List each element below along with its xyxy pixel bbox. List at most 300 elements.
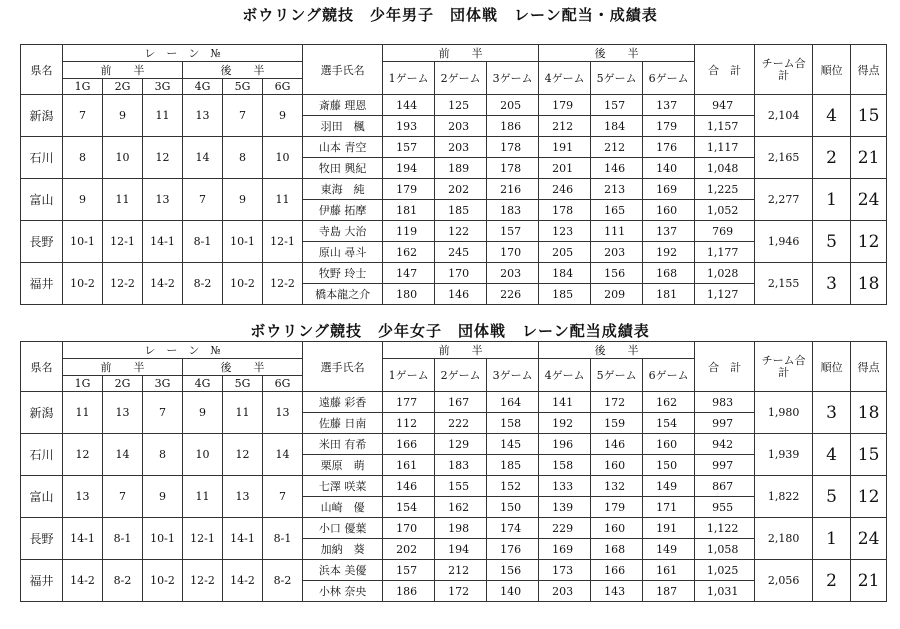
game-score: 213 [591, 179, 643, 200]
player-name: 小林 奈央 [303, 581, 383, 602]
lane-number: 8-2 [263, 560, 303, 602]
header-game-5: 5ゲーム [591, 62, 643, 95]
player-name: 寺島 大治 [303, 221, 383, 242]
player-name: 小口 優葉 [303, 518, 383, 539]
game-score: 179 [539, 95, 591, 116]
game-score: 154 [383, 497, 435, 518]
lane-number: 14 [263, 434, 303, 476]
game-score: 154 [643, 413, 695, 434]
player-name: 栗原 萌 [303, 455, 383, 476]
player-total: 1,117 [695, 137, 755, 158]
game-score: 162 [383, 242, 435, 263]
game-score: 169 [539, 539, 591, 560]
lane-first-half: 前 半 [63, 359, 183, 376]
lane-number: 7 [263, 476, 303, 518]
game-score: 178 [487, 158, 539, 179]
header-lane: レ ー ン № [63, 45, 303, 62]
team-row [21, 434, 887, 455]
header-pref: 県名 [21, 342, 63, 392]
game-score: 160 [643, 434, 695, 455]
game-score: 157 [383, 137, 435, 158]
game-score: 180 [383, 284, 435, 305]
player-total: 1,028 [695, 263, 755, 284]
game-score: 216 [487, 179, 539, 200]
lane-number: 7 [223, 95, 263, 137]
game-score: 169 [643, 179, 695, 200]
game-score: 149 [643, 476, 695, 497]
header-rank: 順位 [813, 45, 851, 95]
game-score: 245 [435, 242, 487, 263]
team-row [21, 518, 887, 539]
lane-number: 12-2 [103, 263, 143, 305]
lane-number: 14-2 [223, 560, 263, 602]
team-points: 18 [851, 263, 887, 305]
game-score: 146 [591, 158, 643, 179]
team-points: 12 [851, 221, 887, 263]
lane-number: 14 [103, 434, 143, 476]
lane-number: 12 [223, 434, 263, 476]
game-score: 157 [383, 560, 435, 581]
header-game-6: 6ゲーム [643, 62, 695, 95]
lane-number: 9 [63, 179, 103, 221]
lane-number: 14-2 [143, 263, 183, 305]
game-score: 181 [383, 200, 435, 221]
game-score: 119 [383, 221, 435, 242]
game-score: 189 [435, 158, 487, 179]
lane-number: 12 [63, 434, 103, 476]
header-game-2: 2ゲーム [435, 62, 487, 95]
team-pref: 富山 [21, 179, 63, 221]
game-score: 183 [487, 200, 539, 221]
header-lane-3g: 3G [143, 376, 183, 392]
game-score: 179 [591, 497, 643, 518]
header-pref: 県名 [21, 45, 63, 95]
game-score: 203 [539, 581, 591, 602]
game-score: 203 [487, 263, 539, 284]
header-lane-1g: 1G [63, 79, 103, 95]
header-team-total: チーム合 計 [755, 342, 813, 392]
game-score: 157 [487, 221, 539, 242]
team-rank: 5 [813, 221, 851, 263]
game-score: 222 [435, 413, 487, 434]
game-score: 157 [591, 95, 643, 116]
game-score: 166 [591, 560, 643, 581]
lane-number: 8 [143, 434, 183, 476]
lane-number: 12 [143, 137, 183, 179]
game-score: 122 [435, 221, 487, 242]
lane-number: 13 [183, 95, 223, 137]
team-pref: 長野 [21, 518, 63, 560]
lane-number: 7 [63, 95, 103, 137]
lane-number: 9 [263, 95, 303, 137]
header-game-4: 4ゲーム [539, 359, 591, 392]
header-lane-4g: 4G [183, 79, 223, 95]
game-score: 158 [539, 455, 591, 476]
lane-number: 10-1 [63, 221, 103, 263]
game-score: 159 [591, 413, 643, 434]
game-score: 212 [539, 116, 591, 137]
mens-score-table [20, 44, 887, 305]
team-rank: 2 [813, 137, 851, 179]
game-score: 141 [539, 392, 591, 413]
game-score: 147 [383, 263, 435, 284]
game-score: 202 [435, 179, 487, 200]
header-lane-1g: 1G [63, 376, 103, 392]
lane-number: 14-1 [143, 221, 183, 263]
game-score: 196 [539, 434, 591, 455]
lane-number: 10-2 [223, 263, 263, 305]
game-score: 209 [591, 284, 643, 305]
team-pref: 福井 [21, 263, 63, 305]
team-row [21, 392, 887, 413]
header-team-total: チーム合 計 [755, 45, 813, 95]
lane-number: 10 [183, 434, 223, 476]
game-score: 143 [591, 581, 643, 602]
lane-number: 13 [103, 392, 143, 434]
game-score: 185 [487, 455, 539, 476]
lane-number: 10 [263, 137, 303, 179]
game-score: 146 [435, 284, 487, 305]
lane-number: 13 [263, 392, 303, 434]
game-score: 203 [435, 137, 487, 158]
game-score: 172 [591, 392, 643, 413]
team-pref: 石川 [21, 434, 63, 476]
player-total: 1,048 [695, 158, 755, 179]
game-score: 191 [539, 137, 591, 158]
team-rank: 4 [813, 95, 851, 137]
lane-number: 14-1 [63, 518, 103, 560]
player-total: 997 [695, 413, 755, 434]
team-total: 2,155 [755, 263, 813, 305]
team-pref: 富山 [21, 476, 63, 518]
player-total: 1,225 [695, 179, 755, 200]
team-rank: 1 [813, 179, 851, 221]
lane-number: 9 [143, 476, 183, 518]
lane-number: 14-1 [223, 518, 263, 560]
lane-number: 11 [103, 179, 143, 221]
game-score: 164 [487, 392, 539, 413]
lane-number: 10-1 [223, 221, 263, 263]
game-score: 193 [383, 116, 435, 137]
player-total: 983 [695, 392, 755, 413]
game-score: 183 [435, 455, 487, 476]
player-total: 1,052 [695, 200, 755, 221]
team-points: 24 [851, 518, 887, 560]
header-game-6: 6ゲーム [643, 359, 695, 392]
lane-number: 10-2 [63, 263, 103, 305]
game-score: 137 [643, 221, 695, 242]
game-score: 146 [383, 476, 435, 497]
team-row [21, 476, 887, 497]
game-score: 205 [487, 95, 539, 116]
game-score: 145 [487, 434, 539, 455]
player-name: 牧野 玲士 [303, 263, 383, 284]
game-score: 167 [435, 392, 487, 413]
team-total: 1,822 [755, 476, 813, 518]
lane-number: 8-2 [183, 263, 223, 305]
game-score: 203 [435, 116, 487, 137]
player-total: 947 [695, 95, 755, 116]
game-score: 150 [643, 455, 695, 476]
game-score: 198 [435, 518, 487, 539]
game-score: 184 [591, 116, 643, 137]
team-total: 2,180 [755, 518, 813, 560]
game-score: 170 [383, 518, 435, 539]
game-score: 191 [643, 518, 695, 539]
game-score: 165 [591, 200, 643, 221]
header-lane-5g: 5G [223, 376, 263, 392]
team-total: 1,939 [755, 434, 813, 476]
team-row [21, 137, 887, 158]
lane-number: 10-1 [143, 518, 183, 560]
player-name: 羽田 楓 [303, 116, 383, 137]
player-total: 1,031 [695, 581, 755, 602]
lane-number: 8-1 [103, 518, 143, 560]
lane-number: 7 [143, 392, 183, 434]
team-row [21, 95, 887, 116]
game-score: 177 [383, 392, 435, 413]
team-points: 15 [851, 95, 887, 137]
player-name: 山崎 優 [303, 497, 383, 518]
game-score: 125 [435, 95, 487, 116]
lane-number: 7 [183, 179, 223, 221]
game-score: 168 [591, 539, 643, 560]
team-points: 21 [851, 560, 887, 602]
game-score: 184 [539, 263, 591, 284]
game-score: 162 [435, 497, 487, 518]
game-score: 172 [435, 581, 487, 602]
lane-number: 8 [63, 137, 103, 179]
player-total: 997 [695, 455, 755, 476]
game-score: 229 [539, 518, 591, 539]
header-total: 合 計 [695, 342, 755, 392]
header-game-5: 5ゲーム [591, 359, 643, 392]
game-score: 186 [487, 116, 539, 137]
header-total: 合 計 [695, 45, 755, 95]
header-lane-3g: 3G [143, 79, 183, 95]
header-points: 得点 [851, 342, 887, 392]
team-points: 21 [851, 137, 887, 179]
game-score: 140 [643, 158, 695, 179]
game-score: 156 [591, 263, 643, 284]
player-total: 1,058 [695, 539, 755, 560]
game-score: 140 [487, 581, 539, 602]
player-total: 1,157 [695, 116, 755, 137]
player-name: 加納 葵 [303, 539, 383, 560]
player-name: 山本 青空 [303, 137, 383, 158]
header-game-2: 2ゲーム [435, 359, 487, 392]
team-pref: 新潟 [21, 392, 63, 434]
team-pref: 石川 [21, 137, 63, 179]
game-score: 112 [383, 413, 435, 434]
lane-number: 11 [143, 95, 183, 137]
lane-number: 8 [223, 137, 263, 179]
player-total: 769 [695, 221, 755, 242]
womens-score-table [20, 341, 887, 602]
game-score: 212 [435, 560, 487, 581]
game-score: 150 [487, 497, 539, 518]
game-score: 168 [643, 263, 695, 284]
game-score: 185 [539, 284, 591, 305]
game-score: 173 [539, 560, 591, 581]
team-points: 12 [851, 476, 887, 518]
header-second-half: 後 半 [539, 45, 695, 62]
team-pref: 新潟 [21, 95, 63, 137]
header-second-half: 後 半 [539, 342, 695, 359]
header-game-3: 3ゲーム [487, 359, 539, 392]
team-rank: 1 [813, 518, 851, 560]
player-name: 東海 純 [303, 179, 383, 200]
header-lane-6g: 6G [263, 376, 303, 392]
team-rank: 4 [813, 434, 851, 476]
game-score: 174 [487, 518, 539, 539]
game-score: 192 [643, 242, 695, 263]
team-points: 24 [851, 179, 887, 221]
game-score: 203 [591, 242, 643, 263]
game-score: 170 [487, 242, 539, 263]
game-score: 111 [591, 221, 643, 242]
lane-number: 12-2 [183, 560, 223, 602]
team-total: 2,056 [755, 560, 813, 602]
header-lane-6g: 6G [263, 79, 303, 95]
lane-number: 11 [183, 476, 223, 518]
team-total: 1,946 [755, 221, 813, 263]
game-score: 133 [539, 476, 591, 497]
player-total: 1,127 [695, 284, 755, 305]
header-first-half: 前 半 [383, 45, 539, 62]
team-row [21, 560, 887, 581]
lane-number: 12-1 [263, 221, 303, 263]
game-score: 139 [539, 497, 591, 518]
team-row [21, 263, 887, 284]
lane-second-half: 後 半 [183, 62, 303, 79]
lane-number: 13 [63, 476, 103, 518]
player-total: 1,122 [695, 518, 755, 539]
game-score: 160 [643, 200, 695, 221]
team-total: 2,165 [755, 137, 813, 179]
header-first-half: 前 半 [383, 342, 539, 359]
lane-number: 14 [183, 137, 223, 179]
header-player: 選手氏名 [303, 45, 383, 95]
game-score: 178 [487, 137, 539, 158]
header-game-4: 4ゲーム [539, 62, 591, 95]
lane-number: 9 [103, 95, 143, 137]
header-lane-2g: 2G [103, 79, 143, 95]
lane-number: 12-2 [263, 263, 303, 305]
header-game-1: 1ゲーム [383, 62, 435, 95]
player-name: 橋本龍之介 [303, 284, 383, 305]
game-score: 132 [591, 476, 643, 497]
lane-number: 11 [223, 392, 263, 434]
game-score: 160 [591, 518, 643, 539]
womens-table-title: ボウリング競技 少年女子 団体戦 レーン配当成績表 [250, 322, 650, 340]
game-score: 181 [643, 284, 695, 305]
header-rank: 順位 [813, 342, 851, 392]
lane-number: 9 [183, 392, 223, 434]
game-score: 226 [487, 284, 539, 305]
game-score: 161 [643, 560, 695, 581]
game-score: 137 [643, 95, 695, 116]
player-name: 佐藤 日南 [303, 413, 383, 434]
player-name: 牧田 興紀 [303, 158, 383, 179]
game-score: 205 [539, 242, 591, 263]
team-rank: 3 [813, 392, 851, 434]
lane-number: 13 [223, 476, 263, 518]
team-total: 2,104 [755, 95, 813, 137]
player-name: 米田 有希 [303, 434, 383, 455]
game-score: 194 [435, 539, 487, 560]
header-lane-4g: 4G [183, 376, 223, 392]
game-score: 171 [643, 497, 695, 518]
lane-number: 7 [103, 476, 143, 518]
game-score: 179 [643, 116, 695, 137]
game-score: 160 [591, 455, 643, 476]
game-score: 185 [435, 200, 487, 221]
player-name: 七澤 咲菜 [303, 476, 383, 497]
game-score: 176 [487, 539, 539, 560]
lane-number: 10 [103, 137, 143, 179]
team-total: 1,980 [755, 392, 813, 434]
header-player: 選手氏名 [303, 342, 383, 392]
team-rank: 3 [813, 263, 851, 305]
lane-number: 10-2 [143, 560, 183, 602]
lane-number: 12-1 [183, 518, 223, 560]
game-score: 179 [383, 179, 435, 200]
lane-number: 9 [223, 179, 263, 221]
team-row [21, 179, 887, 200]
game-score: 149 [643, 539, 695, 560]
game-score: 152 [487, 476, 539, 497]
lane-number: 8-1 [263, 518, 303, 560]
player-name: 浜本 美優 [303, 560, 383, 581]
game-score: 129 [435, 434, 487, 455]
game-score: 161 [383, 455, 435, 476]
game-score: 156 [487, 560, 539, 581]
game-score: 212 [591, 137, 643, 158]
player-name: 原山 尋斗 [303, 242, 383, 263]
game-score: 166 [383, 434, 435, 455]
team-rank: 5 [813, 476, 851, 518]
lane-second-half: 後 半 [183, 359, 303, 376]
player-name: 斎藤 理恩 [303, 95, 383, 116]
player-total: 1,177 [695, 242, 755, 263]
lane-number: 8-2 [103, 560, 143, 602]
player-total: 942 [695, 434, 755, 455]
team-total: 2,277 [755, 179, 813, 221]
lane-first-half: 前 半 [63, 62, 183, 79]
lane-number: 11 [63, 392, 103, 434]
player-total: 955 [695, 497, 755, 518]
game-score: 123 [539, 221, 591, 242]
header-game-1: 1ゲーム [383, 359, 435, 392]
game-score: 192 [539, 413, 591, 434]
header-points: 得点 [851, 45, 887, 95]
game-score: 201 [539, 158, 591, 179]
header-lane: レ ー ン № [63, 342, 303, 359]
game-score: 155 [435, 476, 487, 497]
team-pref: 福井 [21, 560, 63, 602]
lane-number: 11 [263, 179, 303, 221]
team-points: 18 [851, 392, 887, 434]
game-score: 246 [539, 179, 591, 200]
game-score: 187 [643, 581, 695, 602]
game-score: 170 [435, 263, 487, 284]
team-rank: 2 [813, 560, 851, 602]
lane-number: 8-1 [183, 221, 223, 263]
lane-number: 14-2 [63, 560, 103, 602]
player-total: 867 [695, 476, 755, 497]
player-name: 遠藤 彩香 [303, 392, 383, 413]
